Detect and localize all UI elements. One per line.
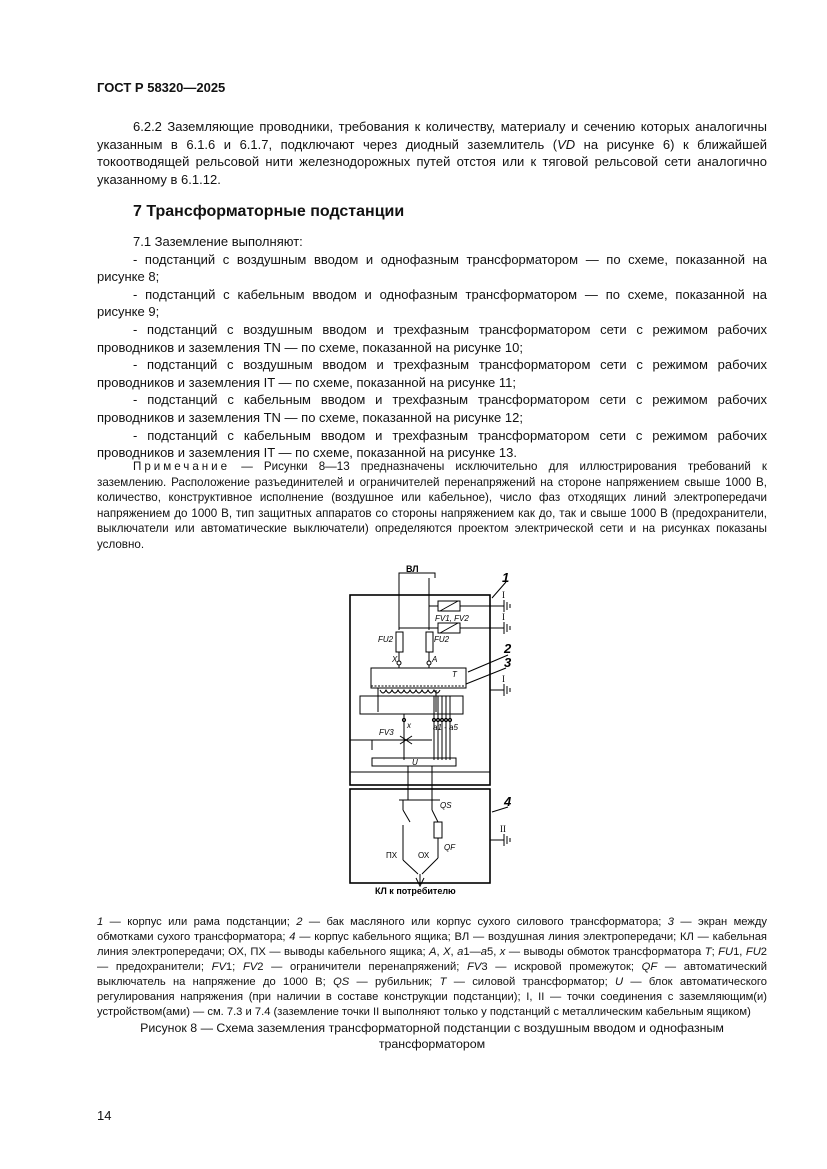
legend-fragment: U — [615, 976, 624, 988]
u-label: U — [412, 758, 418, 767]
legend-fragment: ; — [711, 946, 719, 958]
legend-fragment: — силовой трансформатор; — [446, 976, 616, 988]
callout-4: 4 — [504, 794, 512, 809]
legend-fragment: FV — [467, 961, 482, 973]
figure-caption — [97, 1020, 767, 1052]
legend-fragment: 1; — [225, 961, 243, 973]
ground-point-i: I — [502, 612, 505, 622]
terminals-a1-a5-label: a1 - a5 — [433, 723, 458, 732]
legend-fragment: 1, — [733, 946, 746, 958]
legend-fragment: X — [443, 946, 451, 958]
ground-point-i: I — [502, 674, 505, 684]
px-label: ПХ — [386, 851, 398, 860]
fu2-left-fuse — [396, 632, 403, 652]
list-item: - подстанций с воздушным вводом и трехфазным трансформатором сети с режимом рабочих проводников и заземления IT — по схеме, показанной на рисунке 11; — [97, 357, 767, 390]
legend-fragment: 3 — искровой промежуток; — [481, 961, 642, 973]
legend-fragment: — блок автоматического регулирования напряжения (при наличии в составе конструкции подстанции); I, II — точки соединения с заземляющим(и) устройством(ами) — см. 7.3 и 7.4 (заземление точки II выполняют только у подстанций с металлическим кабельным ящиком) — [97, 976, 767, 1018]
grounding-list — [97, 233, 767, 462]
terminal-x-label: X — [392, 655, 398, 664]
list-item: - подстанций с воздушным вводом и однофазным трансформатором — по схеме, показанной на рисунке 8; — [97, 251, 767, 285]
legend-fragment: 2 — предохранители; — [97, 946, 768, 973]
transformer-body — [360, 696, 463, 714]
fu2-right-fuse — [426, 632, 433, 652]
list-item: - подстанций с воздушным вводом и трехфазным трансформатором сети с режимом рабочих проводников и заземления TN — по схеме, показанной на рисунке 10; — [97, 321, 767, 355]
fv12-label: FV1, FV2 — [435, 614, 469, 623]
list-item: - подстанций с кабельным вводом и трехфазным трансформатором сети с режимом рабочих проводников и заземления TN — по схеме, показанной на рисунке 12; — [97, 392, 767, 425]
callout-1: 1 — [502, 570, 510, 585]
legend-fragment: 1— — [463, 946, 481, 958]
legend-fragment: — рубильник; — [349, 976, 440, 988]
qs-label: QS — [440, 801, 452, 810]
legend-fragment: FV — [211, 961, 226, 973]
section-6-2-2-text-end: на рисунке 6) к ближайшей токоотводящей рельсовой нити железнодорожных путей отстоя или к тяговой рельсовой сети аналогично указанному в 6.1.12. — [97, 136, 767, 187]
substation-grounding-diagram — [340, 558, 530, 896]
legend-fragment: A — [429, 946, 437, 958]
terminal-x-lower-label: x — [407, 721, 411, 730]
substation-frame — [350, 595, 490, 785]
legend-fragment: QS — [333, 976, 350, 988]
list-intro: 7.1 Заземление выполняют: — [133, 234, 303, 249]
section-6-2-2-paragraph — [97, 118, 767, 188]
list-item: - подстанций с кабельным вводом и однофазным трансформатором — по схеме, показанной на рисунке 9; — [97, 286, 767, 320]
legend-fragment: — корпус или рама подстанции; — [103, 916, 297, 928]
legend-fragment: — выводы обмоток трансформатора — [505, 946, 705, 958]
ground-point-i: I — [502, 590, 505, 600]
legend-fragment: — корпус кабельного ящика; ВЛ — воздушная линия электропередачи; КЛ — кабельная линия электропередачи; ОХ, ПХ — выводы кабельного ящика; — [97, 931, 767, 958]
legend-fragment: 3 — [667, 916, 675, 928]
fu2-right-label: FU2 — [434, 635, 450, 644]
legend-fragment: , — [450, 946, 458, 958]
legend-fragment: a — [457, 946, 464, 958]
vd-symbol: VD — [557, 136, 576, 152]
legend-fragment: 2 — [296, 916, 303, 928]
transformer-t-label: T — [452, 670, 457, 679]
transformer-winding — [380, 690, 440, 693]
vl-label: ВЛ — [406, 564, 419, 574]
legend-fragment: QF — [641, 961, 658, 973]
legend-fragment: 4 — [289, 931, 296, 943]
ground-point-ii: II — [500, 824, 506, 834]
legend-fragment: — экран между обмотками сухого трансформатора; — [97, 916, 767, 943]
legend-fragment: a — [480, 946, 487, 958]
legend-fragment: — бак масляного или корпус сухого силового трансформатора; — [302, 916, 668, 928]
document-header: ГОСТ Р 58320—2025 — [97, 80, 226, 95]
fu2-left-label: FU2 — [378, 635, 394, 644]
figure-legend — [97, 915, 767, 1020]
section-7-title: 7 Трансформаторные подстанции — [133, 203, 405, 220]
page-number: 14 — [97, 1108, 112, 1123]
note-text: — Рисунки 8—13 предназначены исключительно для иллюстрирования требований к заземлению. Расположение разъединителей и ограничителей перенапряжений на стороне напряжением свыше 1000 В, количество, конструктивное исполнение (воздушное или кабельное), число фаз отходящих линий электропередачи напряжением до 1000 В, тип защитных аппаратов со стороны напряжением как до, так и свыше 1000 В (предохранители, выключатели или автоматические выключатели) определяются проектом электрической сети и на рисунках показаны условно. — [97, 460, 767, 551]
legend-fragment: 5, — [487, 946, 500, 958]
legend-fragment: , — [436, 946, 444, 958]
caption-line: трансформатором — [378, 1037, 486, 1051]
legend-fragment: x — [499, 946, 506, 958]
qf-breaker — [434, 822, 442, 838]
legend-fragment: T — [439, 976, 447, 988]
note-paragraph — [97, 459, 767, 553]
legend-fragment: FU — [718, 946, 734, 958]
ox-label: ОХ — [418, 851, 430, 860]
section-6-2-2-text: 6.2.2 Заземляющие проводники, требования к количеству, материалу и сечению которых аналогичны указанным в 6.1.6 и 6.1.7, подключают через диодный заземлитель ( — [97, 119, 767, 152]
caption-line: Рисунок 8 — Схема заземления трансформаторной подстанции с воздушным вводом и однофазным — [140, 1021, 724, 1035]
list-item: - подстанций с кабельным вводом и трехфазным трансформатором сети с режимом рабочих проводников и заземления IT — по схеме, показанной на рисунке 13. — [97, 427, 767, 461]
legend-fragment: FU — [745, 946, 761, 958]
legend-fragment: FV — [242, 961, 258, 973]
legend-fragment: T — [704, 946, 712, 958]
callout-2: 2 — [504, 641, 512, 656]
note-label: Примечание — [133, 460, 231, 473]
fv3-label: FV3 — [379, 728, 394, 737]
terminal-a-label: A — [432, 655, 438, 664]
legend-fragment: 1 — [97, 916, 104, 928]
qf-label: QF — [444, 843, 456, 852]
legend-fragment: 2 — ограничители перенапряжений; — [257, 961, 468, 973]
legend-fragment: — автоматический выключатель на напряжение до 1000 В; — [97, 961, 767, 988]
cable-box — [350, 789, 490, 883]
kl-consumer-label: КЛ к потребителю — [375, 886, 456, 896]
callout-3: 3 — [504, 655, 512, 670]
